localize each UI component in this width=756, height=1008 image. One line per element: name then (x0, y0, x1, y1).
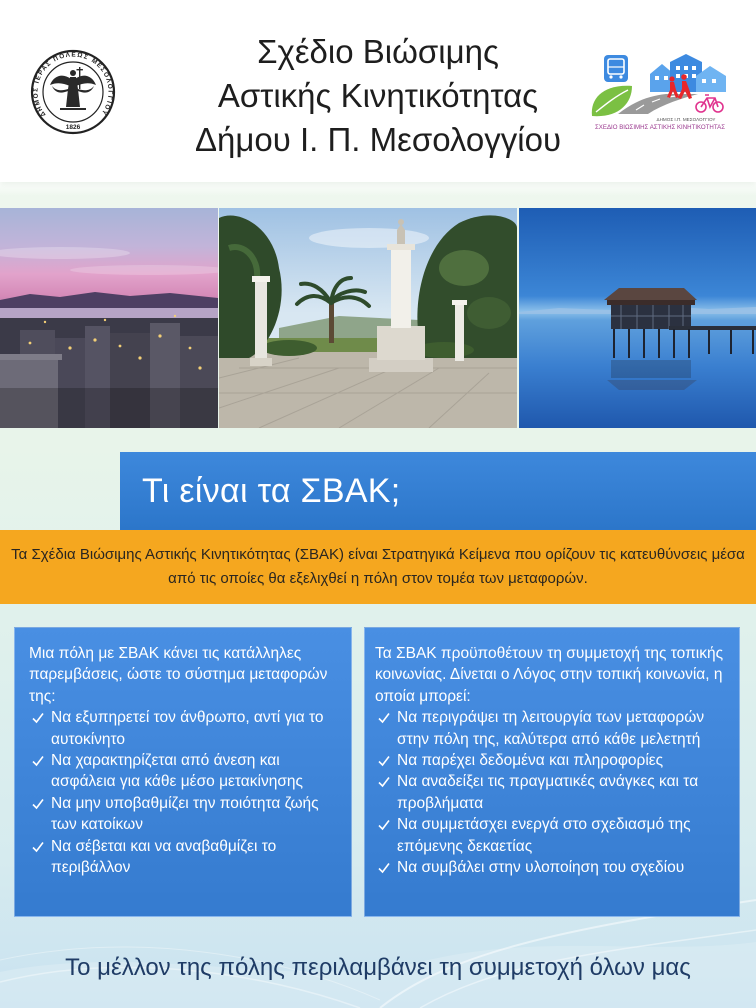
check-icon (378, 819, 390, 831)
check-icon (32, 841, 44, 853)
seal-year: 1826 (65, 124, 81, 131)
list-item-text: Να αναδείξει τις πραγματικές ανάγκες και τα προβλήματα (397, 773, 699, 812)
right-box-intro: Τα ΣΒΑΚ προϋποθέτουν τη συμμετοχή της τοπικής κοινωνίας. Δίνεται ο Λόγος στην τοπική κοινωνία, η οποία μπορεί: (375, 645, 724, 705)
title-line: Δήμου Ι. Π. Μεσολογγίου (194, 121, 562, 158)
photo-lagoon-pier (519, 208, 756, 428)
list-item-text: Να παρέχει δεδομένα και πληροφορίες (397, 752, 664, 770)
info-box-left (14, 627, 352, 917)
list-item-text: Να περιγράψει τη λειτουργία των μεταφορών στην πόλη της, καλύτερα από κάθε μελετητή (397, 709, 705, 748)
footer-slogan: Το μέλλον της πόλης περιλαμβάνει τη συμμετοχή όλων μας (65, 954, 691, 981)
check-icon (378, 776, 390, 788)
list-item-text: Να μην υποβαθμίζει την ποιότητα ζωής των κατοίκων (51, 794, 319, 834)
check-icon (32, 798, 44, 810)
municipal-seal-icon (30, 49, 116, 135)
list-item (29, 750, 343, 793)
list-item-text: Να χαρακτηρίζεται από άνεση και ασφάλεια για κάθε μέσο μετακίνησης (51, 752, 303, 791)
photo-town-sunset (0, 208, 218, 428)
list-item-text: Να εξυπηρετεί τον άνθρωπο, αντί για το αυτοκίνητο (51, 709, 324, 748)
page-title (130, 30, 626, 162)
right-box-list (375, 707, 729, 878)
check-icon (378, 712, 390, 724)
definition-text: Τα Σχέδια Βιώσιμης Αστικής Κινητικότητας (ΣΒΑΚ) είναι Στρατηγικά Κείμενα που ορίζουν τις κατευθύνσεις μέσα από τις οποίες θα εξελιχθεί η πόλη στον τομέα των μεταφορών. (0, 530, 756, 604)
photo-monument-park (219, 208, 517, 428)
list-item (375, 814, 729, 857)
list-item (29, 707, 343, 750)
list-item (375, 857, 729, 878)
list-item-text: Να συμμετάσχει ενεργά στο σχεδιασμό της επόμενης δεκαετίας (397, 816, 691, 855)
list-item (375, 771, 729, 814)
header (0, 0, 756, 182)
list-item-text: Να συμβάλει στην υλοποίηση του σχεδίου (397, 859, 685, 877)
list-item (29, 793, 343, 836)
info-box-right (364, 627, 740, 917)
title-line: Αστικής Κινητικότητας (217, 77, 539, 114)
mobility-plan-logo (588, 52, 728, 134)
section-heading: Τι είναι τα ΣΒΑΚ; (120, 452, 756, 530)
bicycle-icon (696, 95, 723, 112)
list-item (375, 750, 729, 771)
bus-icon (604, 55, 628, 82)
left-box-intro: Μια πόλη με ΣΒΑΚ κάνει τις κατάλληλες παρεμβάσεις, ώστε το σύστημα μεταφορών της: (29, 645, 328, 705)
seal-ring-text: ΔΗΜΟΣ ΙΕΡΑΣ ΠΟΛΕΩΣ ΜΕΣΟΛΟΓΓΙΟΥ (32, 51, 114, 118)
logo-caption: ΣΧΕΔΙΟ ΒΙΩΣΙΜΗΣ ΑΣΤΙΚΗΣ ΚΙΝΗΤΙΚΟΤΗΤΑΣ (595, 124, 726, 131)
logo-municipality: ΔΗΜΟΣ Ι.Π. ΜΕΣΟΛΟΓΓΙΟΥ (656, 117, 716, 122)
check-icon (32, 755, 44, 767)
list-item (29, 836, 343, 879)
title-line: Σχέδιο Βιώσιμης (257, 33, 499, 70)
list-item-text: Να σέβεται και να αναβαθμίζει το περιβάλλον (51, 837, 277, 877)
houses-icon (650, 54, 726, 92)
check-icon (378, 755, 390, 767)
check-icon (32, 712, 44, 724)
check-icon (378, 862, 390, 874)
list-item (375, 707, 729, 750)
left-box-list (29, 707, 343, 878)
